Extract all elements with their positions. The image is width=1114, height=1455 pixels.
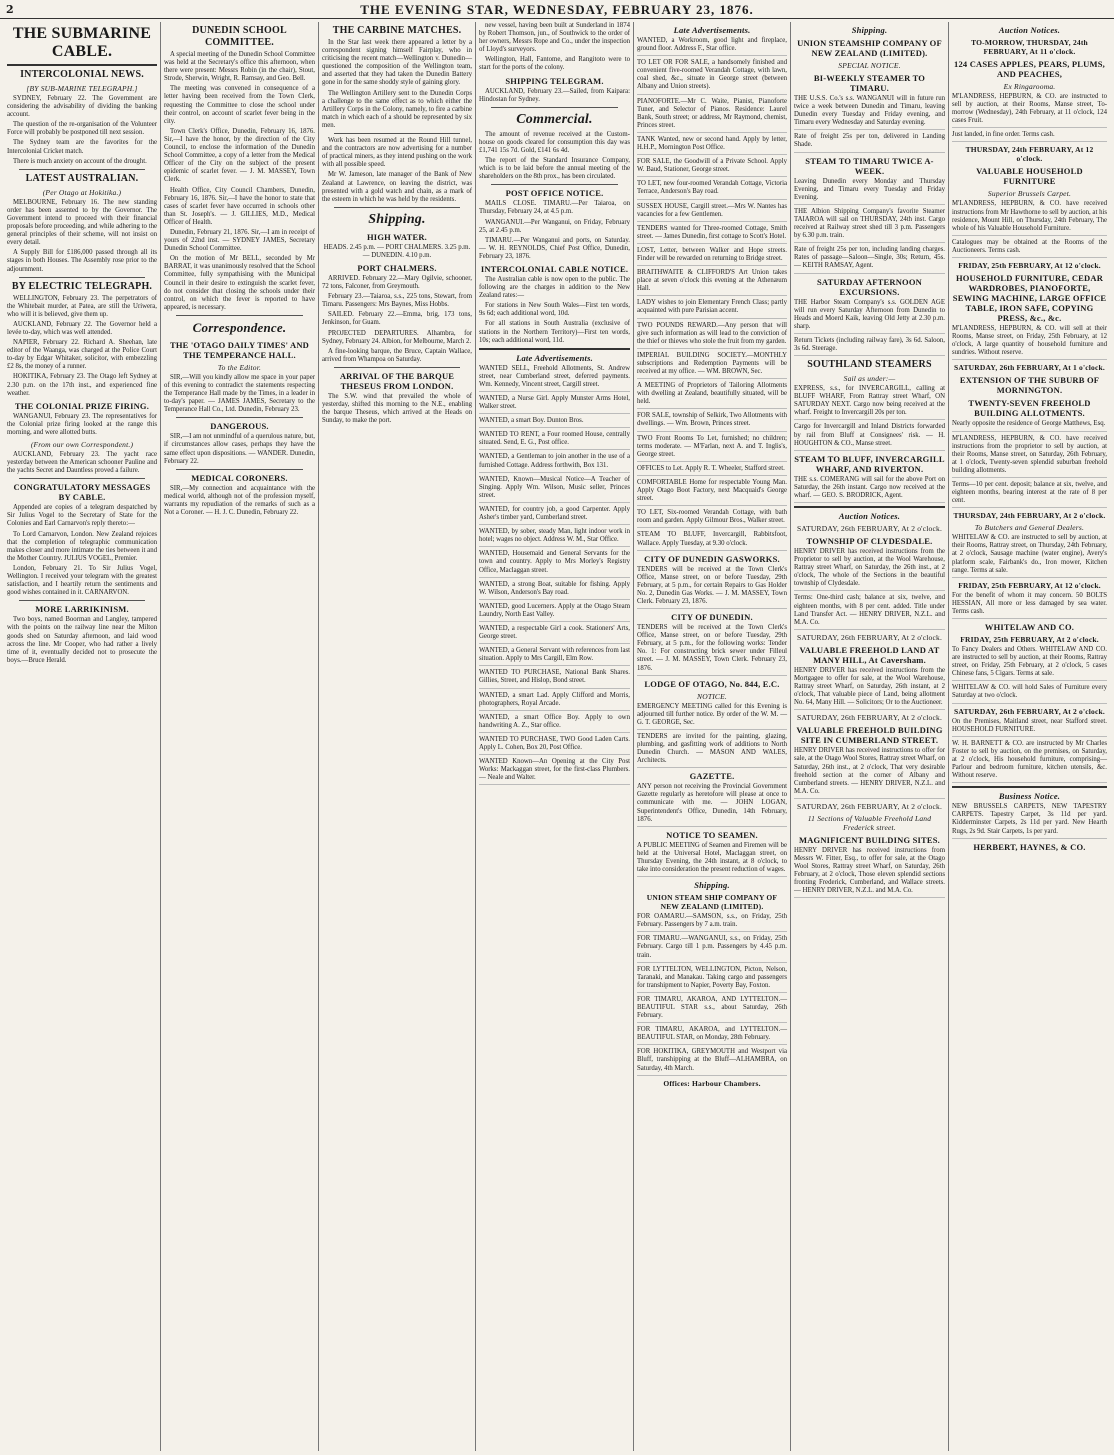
article-paragraph: HOKITIKA, February 23. The Otago left Sydney at 2.30 p.m. on the 17th inst., and experienced fine weather. bbox=[7, 373, 157, 397]
article-paragraph: WELLINGTON, February 23. The perpetrators of the Whitebait murder, at Patea, are still the Uriwera, who will it is believed, give them up. bbox=[7, 294, 157, 318]
headline-school-committee: DUNEDIN SCHOOL COMMITTEE. bbox=[192, 25, 287, 48]
classified-ad: FOR HOKITIKA, GREYMOUTH and Westport via Bluff, transhipping at the Bluff—ALHAMBRA, on Saturday, 4th March. bbox=[637, 1048, 787, 1075]
business-name: HERBERT, HAYNES, & CO. bbox=[973, 841, 1086, 852]
headline-gazette: GAZETTE. bbox=[689, 771, 735, 782]
classified-ad: LOST, Letter, between Walker and Hope streets. Finder will be rewarded on returning to Bridge street. bbox=[637, 247, 787, 266]
headline-union-steam: UNION STEAM SHIP COMPANY OF NEW ZEALAND (LIMITED). bbox=[646, 893, 778, 912]
classified-ad: TENDERS are invited for the painting, glazing, plumbing, and gasfitting work of additions to North Dunedin Church. — MASON AND WALES, Architects. bbox=[637, 733, 787, 768]
column-6 bbox=[791, 22, 949, 1451]
article-paragraph: SIR,—Will you kindly allow me space in your paper of this evening to contradict the statements respecting the Temperance Hall made by the Times, in a leader in to-day's paper. — JAMES JAMES, Secretary to the Temperance Hall Co., Ltd. Dunedin, February 23. bbox=[164, 373, 315, 414]
article-paragraph: The Sydney team are the favorites for the Intercolonial Cricket match. bbox=[7, 139, 157, 155]
headline-latest-australian: LATEST AUSTRALIAN. bbox=[25, 172, 139, 184]
auction-date: SATURDAY, 26th FEBRUARY, At 1 o'clock. bbox=[954, 363, 1105, 373]
headline-business-notice: Business Notice. bbox=[998, 791, 1061, 802]
auction-date: TO-MORROW, THURSDAY, 24th FEBRUARY, At 11 o'clock. bbox=[971, 38, 1088, 56]
auction-ad: Just landed, in fine order. Terms cash. bbox=[952, 131, 1107, 142]
classified-ad: OFFICES to Let. Apply R. T. Wheeler, Stafford street. bbox=[637, 465, 787, 476]
auction-ad: M'LANDRESS, HEPBURN, & CO. are instructed to sell by auction, at their Rooms, Manse street, To-morrow (Wednesday), 24th February, at 11 o'clock, 124 cases Fruit. bbox=[952, 93, 1107, 128]
article-paragraph: Work has been resumed at the Round Hill tunnel, and the contractors are now advertising for a number of practical miners, as they intend pushing on the work with all possible speed. bbox=[322, 137, 472, 169]
divider bbox=[19, 169, 145, 170]
article-paragraph: SAILED. February 22.—Emma, brig, 173 tons, Jenkinson, for Guam. bbox=[322, 311, 472, 327]
auction-ad: HENRY DRIVER has received instructions to offer for sale, at the Otago Wool Stores, Rattray street Wharf, on Saturday, 26th inst., at 2 o'clock, That very desirable freehold section at the corner of Albany and Cumberland streets. — HENRY DRIVER, N.Z.L. and M.A. Co. bbox=[794, 747, 945, 799]
classified-ad: WANTED, by sober, steady Man, light indoor work in hotel; wages no object. Address W. M., Star Office. bbox=[479, 528, 630, 547]
classified-ad: COMFORTABLE Home for respectable Young Man. Apply Otago Boot Factory, next Macquaid's George street. bbox=[637, 479, 787, 506]
classified-ad: FOR TIMARU, AKAROA, AND LYTTELTON.—BEAUTIFUL STAR s.s., about Saturday, 26th February. bbox=[637, 996, 787, 1023]
headline-allotments: TWENTY-SEVEN FREEHOLD BUILDING ALLOTMENTS. bbox=[968, 398, 1091, 419]
article-paragraph: The meeting was convened in consequence of a letter having been received from the Town Clerk, requesting the Committee to close the school under their control, on account of scarlet fever being in the city. bbox=[164, 85, 315, 125]
classified-ad: TWO Front Rooms To Let, furnished; no children; terms moderate. — M'Farlan, next A. and T. Inglis's, George street. bbox=[637, 435, 787, 462]
headline-electric-telegraph: BY ELECTRIC TELEGRAPH. bbox=[11, 280, 153, 292]
article-paragraph: WANGANUI.—Per Wanganui, on Friday, February 25, at 2.45 p.m. bbox=[479, 218, 630, 234]
classified-ad: WANTED, a respectable Girl a cook. Stationers' Arts, George street. bbox=[479, 625, 630, 644]
business-ad: NEW BRUSSELS CARPETS, NEW TAPESTRY CARPETS. Tapestry Carpet, 3s 11d per yard. Kidderminster Carpets, 2s 11d per yard. New Hearth Rugs, 2s 9d. Stair Carpets, 1s per yard. bbox=[952, 803, 1107, 838]
auction-date: FRIDAY, 25th FEBRUARY, At 12 o'clock. bbox=[958, 261, 1101, 271]
headline-city-dunedin: CITY OF DUNEDIN. bbox=[671, 612, 753, 623]
classified-ad: TANK Wanted, new or second hand. Apply by letter, H.H.P., Mornington Post Office. bbox=[637, 136, 787, 155]
subheading: SPECIAL NOTICE. bbox=[838, 61, 901, 70]
classified-ad: FOR OAMARU.—SAMSON, s.s., on Friday, 25th February. Passengers by 7 a.m. train. bbox=[637, 913, 787, 932]
article-paragraph: The Australian cable is now open to the public. The following are the charges in addition to the New Zealand rates:— bbox=[479, 275, 630, 300]
headline-prize-firing: THE COLONIAL PRIZE FIRING. bbox=[14, 400, 150, 411]
article-paragraph: MELBOURNE, February 16. The new standing order has been assented to by the Governor. The Government intend to proceed with their financial proposals before proceeding, and while adhering to the general principles of their scheme, will not insist on every detail. bbox=[7, 198, 157, 247]
classified-ad: WANTED, a Nurse Girl. Apply Munster Arms Hotel, Walker street. bbox=[479, 395, 630, 414]
divider bbox=[7, 64, 157, 66]
headline-shipping-telegram: SHIPPING TELEGRAM. bbox=[505, 75, 604, 86]
article-paragraph: new vessel, having been built at Sunderland in 1874 by Robert Thomson, jun., of Southwick to the order of her owners, Messrs Rope and Co., under the inspection of Lloyd's surveyors. bbox=[479, 22, 630, 54]
article-paragraph: A special meeting of the Dunedin School Committee was held at the Secretary's office this afternoon, when there were present: Messrs Robin (in the chair), Stout, Strode, Sherwin, Wright, R. Ramsay, and Geo. Bell. bbox=[164, 51, 315, 83]
column-5 bbox=[634, 22, 791, 1451]
headline-many-hill: VALUABLE FREEHOLD LAND AT MANY HILL, At Caversham. bbox=[799, 644, 940, 665]
classified-ad: WANTED SELL, Freehold Allotments, St. Andrew street, near Cumberland street, deferred payments. Wm. Kennedy, Vincent street, Cargill street. bbox=[479, 365, 630, 392]
divider bbox=[19, 277, 145, 278]
classified-ad: WANTED TO PURCHASE, TWO Good Laden Carts. Apply L. Cohen, Box 20, Post Office. bbox=[479, 736, 630, 755]
subheading: (Per Otago at Hokitika.) bbox=[42, 187, 122, 197]
headline-cedar-wardrobes: HOUSEHOLD FURNITURE, CEDAR WARDROBES, PIANOFORTE, SEWING MACHINE, LARGE OFFICE TABLE, IRON SAFE, COPYING PRESS, &c., &c. bbox=[952, 273, 1107, 324]
divider bbox=[334, 367, 460, 368]
article-paragraph: On the motion of Mr BELL, seconded by Mr BARRAT, it was unanimously resolved that the School Committee, fully sympathising with the Municipal Council in their desire to extinguish the scarlet fever, do not consider that closing the schools under their control, on which the fever is reported to have appeared, is necessary. bbox=[164, 255, 315, 311]
classified-ad: TENDERS will be received at the Town Clerk's Office, Manse street, on or before Tuesday, 29th February, at 5 p.m., for certain Repairs to Gas Holder No. 2, Dunedin Gas Works. — J. M. MASSEY, Town Clerk. February 23, 1876. bbox=[637, 566, 787, 609]
headline-shipping: Shipping. bbox=[694, 880, 730, 891]
column-4 bbox=[476, 22, 634, 1451]
article-paragraph: SYDNEY, February 22. The Government are considering the advisability of dividing the banking account. bbox=[7, 95, 157, 119]
classified-ad: FOR LYTTELTON, WELLINGTON, Picton, Nelson, Taranaki, and Manakau. Taking cargo and passengers for transhipment to Napier, Poverty Bay, Foxton. bbox=[637, 966, 787, 993]
classified-ad: ANY person not receiving the Provincial Government Gazette regularly as heretofore will please at once to communicate with me. — JOHN LOGAN, Superintendent's Office, Dunedin, 14th February, 1876. bbox=[637, 783, 787, 826]
headline-high-water: HIGH WATER. bbox=[367, 231, 427, 242]
article-paragraph: TIMARU.—Per Wanganui and ports, on Saturday. — W. H. REYNOLDS, Chief Post Office, Dunedin, February 23, 1876. bbox=[479, 236, 630, 260]
article-paragraph: For all stations in South Australia (exclusive of stations in the Northern Territory)—First ten words, 10s; each additional word, 11d. bbox=[479, 320, 630, 344]
headline-biweekly: BI-WEEKLY STEAMER TO TIMARU. bbox=[813, 73, 926, 93]
classified-ad: WANTED Known—An Opening at the City Post Works: Mackaggan street, for the first-class Plumbers. — Neale and Walter. bbox=[479, 758, 630, 785]
headline-larrikinism: MORE LARRIKINISM. bbox=[35, 604, 129, 615]
shipping-ad: Rate of freight 25s per ton, delivered in Landing Shade. bbox=[794, 133, 945, 152]
auction-ad: HENRY DRIVER has received instructions from the Proprietor to sell by auction, at the Wool Warehouse, Rattray street Wharf, on Saturday, the 26th inst., at 2 o'clock, The whole of the Sections in the beautiful township of Clydesdale. bbox=[794, 548, 945, 591]
headline-southland: SOUTHLAND STEAMERS bbox=[807, 359, 932, 371]
auction-ad: HENRY DRIVER has received instructions from Messrs W. Fitter, Esq., to offer for sale, at the Otago Wool Stores, Rattray street Wharf, on Saturday, 26th February, at 2 o'clock, Those eleven splendid sections fronting Frederick, Cumberland, and Wallace streets. — HENRY DRIVER, N.Z.L. and M.A. Co. bbox=[794, 847, 945, 899]
divider bbox=[794, 506, 945, 508]
headline-shipping: Shipping. bbox=[851, 25, 888, 35]
article-paragraph: ARRIVED. February 22.—Mary Ogilvie, schooner, 72 tons, Falconer, from Greymouth. bbox=[322, 274, 472, 291]
auction-date: SATURDAY, 26th FEBRUARY, At 2 o'clock. bbox=[796, 713, 943, 723]
shipping-ad: Leaving Dunedin every Monday and Thursday Evening, and Timaru every Tuesday and Friday Evening. bbox=[794, 178, 945, 205]
article-paragraph: The Wellington Artillery sent to the Dunedin Corps a challenge to the same effect as to which either the Artillery Corps in the Colony, namely, to fire a carbine match in which each of a should be represented by six men. bbox=[322, 89, 472, 129]
auction-ad: M'LANDRESS, HEPBURN, & CO. have received instructions from Mr Hawthorne to sell by auction, at his residence, Mount Hill, on Thursday, 24th February, The whole of his Valuable Household Furniture. bbox=[952, 200, 1107, 235]
headline-post-office: POST OFFICE NOTICE. bbox=[505, 188, 604, 199]
classified-ad: FOR SALE, township of Selkirk, Two Allotments with dwellings. — Wm. Brown, Princes street. bbox=[637, 412, 787, 431]
divider bbox=[334, 207, 460, 208]
subheading: [BY SUB-MARINE TELEGRAPH.] bbox=[26, 84, 138, 93]
classified-ad: TENDERS wanted for Three-roomed Cottage, Smith street. — James Dunedin, first cottage to Scott's Hotel. bbox=[637, 225, 787, 244]
headline-auction-notices: Auction Notices. bbox=[838, 511, 901, 521]
headline-late-ads: Late Advertisements. bbox=[516, 352, 593, 363]
classified-ad: WANTED, good Lucerners. Apply at the Otago Steam Laundry, North East Valley. bbox=[479, 603, 630, 622]
article-paragraph: Two boys, named Boorman and Langley, tampered with the points on the railway line near the Milton goods shed on Saturday afternoon, and laid wood across the line. Mr Cooper, who had rather a lively time of it, eventually decided not to prosecute the boys.—Bruce Herald. bbox=[7, 616, 157, 664]
classified-ad: LADY wishes to join Elementary French Class; partly acquainted with pure Parisian accent. bbox=[637, 299, 787, 318]
classified-ad: TO LET, new four-roomed Verandah Cottage, Victoria Terrace, Anderson's Bay road. bbox=[637, 180, 787, 199]
classified-ad: WANTED, for country job, a good Carpenter. Apply Asher's timber yard, Cumberland street. bbox=[479, 506, 630, 525]
auction-date: SATURDAY, 26th FEBRUARY, At 2 o'clock. bbox=[796, 801, 943, 811]
headline-cable-notice: INTERCOLONIAL CABLE NOTICE. bbox=[480, 263, 629, 274]
shipping-ad: Rate of freight 25s per ton, including landing charges. Rates of passage—Saloon—Single, 30s; Return, 45s. — KEITH RAMSAY, Agent. bbox=[794, 246, 945, 273]
headline-household-furniture: VALUABLE HOUSEHOLD FURNITURE bbox=[976, 166, 1083, 187]
headline-submarine-cable: THE SUBMARINE CABLE. bbox=[12, 25, 152, 60]
subheading: To Butchers and General Dealers. bbox=[974, 523, 1085, 533]
classified-ad: TENDERS will be received at the Town Clerk's Office, Manse street, on or before Tuesday, 29th February, at 5 p.m., for the following works: Tender No. 1: For constructing brick sewer under Filleul street. — J. M. MASSEY, Town Clerk. February 23, 1876. bbox=[637, 624, 787, 676]
headline-temperance-hall: THE 'OTAGO DAILY TIMES' AND THE TEMPERANCE HALL. bbox=[169, 339, 310, 360]
article-paragraph: The report of the Standard Insurance Company, which is to be laid before the annual meeting of the shareholders on the 8th prox., has been circulated. bbox=[479, 157, 630, 181]
column-3 bbox=[319, 22, 476, 1451]
article-paragraph: NAPIER, February 22. Richard A. Sheehan, late editor of the Waanga, was charged at the Police Court to-day by Edgar Whitaker, solicitor, with embezzling £2 8s, the money of a runner. bbox=[7, 339, 157, 371]
headline-cumberland: VALUABLE FREEHOLD BUILDING SITE IN CUMBERLAND STREET. bbox=[796, 725, 943, 746]
classified-ad: WANTED, a strong Boat, suitable for fishing. Apply W. Wilson, Anderson's Bay road. bbox=[479, 581, 630, 600]
divider bbox=[491, 184, 618, 185]
classified-ad: WANTED, a smart Office Boy. Apply to own handwriting A. Z., Star office. bbox=[479, 714, 630, 733]
headline-intercolonial: INTERCOLONIAL NEWS. bbox=[20, 69, 144, 80]
shipping-ad: Return Tickets (including railway fare), 3s 6d. Saloon, 3s 6d. Steerage. bbox=[794, 337, 945, 356]
column-7 bbox=[949, 22, 1110, 1451]
classified-ad: WANTED TO PURCHASE, National Bank Shares. Gillies, Street, and Hislop, Bond street. bbox=[479, 669, 630, 688]
article-paragraph: Appended are copies of a telegram despatched by Sir Julius Vogel to the Secretary of State for the Colonies and Earl Carnarvon's reply thereto:— bbox=[7, 504, 157, 528]
tide-table: HEADS. 2.45 p.m. — PORT CHALMERS. 3.25 p.m. — DUNEDIN. 4.10 p.m. bbox=[323, 243, 471, 259]
headline-building-sites: MAGNIFICENT BUILDING SITES. bbox=[798, 834, 941, 845]
article-paragraph: Wellington, Hall, Fantome, and Rangitoto were to start for the ports of the colony. bbox=[479, 56, 630, 72]
subheading: 11 Sections of Valuable Freehold Land Frederick street. bbox=[807, 813, 932, 832]
headline-steam-timaru: STEAM TO TIMARU TWICE A-WEEK. bbox=[805, 155, 934, 176]
headline-apples: 124 CASES APPLES, PEARS, PLUMS, AND PEACHES, bbox=[954, 59, 1105, 79]
columns bbox=[4, 22, 1110, 1451]
auction-ad: WHITELAW & CO. are instructed to sell by auction, at their Rooms, Rattray street, on Thursday, 24th February, at 2 o'clock, Sausage machine (water engine), Avery's platform scale, Fairbank's do., Iron mower, Kitchen range. Terms at sale. bbox=[952, 534, 1107, 577]
headline-mornington: EXTENSION OF THE SUBURB OF MORNINGTON. bbox=[959, 375, 1100, 396]
subheading: (From our own Correspondent.) bbox=[30, 440, 134, 449]
article-paragraph: The amount of revenue received at the Custom-house on goods cleared for consumption this day was £1,741 15s 7d. Gold, £141 6s 4d. bbox=[479, 130, 630, 154]
auction-date: FRIDAY, 25th FEBRUARY, At 2 o'clock. bbox=[960, 635, 1099, 644]
headline-excursions: SATURDAY AFTERNOON EXCURSIONS. bbox=[816, 276, 923, 297]
headline-late-ads: Late Advertisements. bbox=[673, 25, 751, 35]
classified-ad: WANTED TO RENT, a Four roomed House, centrally situated. Send, E. G., Post office. bbox=[479, 431, 630, 450]
page-number: 2 bbox=[6, 3, 14, 16]
headline-commercial: Commercial. bbox=[516, 111, 593, 127]
classified-ad: IMPERIAL BUILDING SOCIETY.—MONTHLY subscriptions and Redemption Payments will be received at my office. — WM. BROWN, Sec. bbox=[637, 352, 787, 379]
auction-ad: M'LANDRESS, HEPBURN, & CO. have received instructions from the proprietor to sell by auction, at their Rooms, Manse street, on Saturday, 26th February, at 1 o'clock, Twenty-seven splendid suburban freehold building allotments. bbox=[952, 435, 1107, 478]
shipping-ad: THE s.s. COMERANG will sail for the above Port on Saturday, the 26th instant. Cargo now received at the wharf. — GEO. S. BRODRICK, Agent. bbox=[794, 476, 945, 503]
shipping-ad: THE Harbor Steam Company's s.s. GOLDEN AGE will run every Saturday Afternoon from Dunedin to Heads and Moerd Kaik, leaving Old Jetty at 2.30 p.m. sharp. bbox=[794, 299, 945, 334]
article-paragraph: A fine-looking barque, the Bruce, Captain Wallace, arrived from Whampoa on Saturday. bbox=[322, 347, 472, 363]
classified-ad: SUSSEX HOUSE, Cargill street.—Mrs W. Nantes has vacancies for a few Gentlemen. bbox=[637, 203, 787, 222]
divider bbox=[479, 348, 630, 350]
classified-ad: FOR SALE, the Goodwill of a Private School. Apply W. Baud, Stationer, George street. bbox=[637, 158, 787, 177]
divider bbox=[334, 133, 460, 134]
auction-ad: HENRY DRIVER has received instructions from the Mortgagee to offer for sale, at the Wool Warehouse, Rattray street Wharf, on Saturday, 26th instant, at 2 o'clock, That valuable piece of Land, being allotment No. 64, Many Hill. — Solicitors; Or to the Auctioneer. bbox=[794, 667, 945, 710]
auction-ad: Nearly opposite the residence of George Matthews, Esq. bbox=[952, 420, 1107, 431]
auction-ad: W. H. BARNETT & CO. are instructed by Mr Charles Foster to sell by auction, on the premises, on Saturday, at 2 o'clock, His household furniture, comprising—Parlour and bedroom furniture, kitchen utensils, &c. Without reserve. bbox=[952, 740, 1107, 783]
auction-date: THURSDAY, 24th FEBRUARY, At 12 o'clock. bbox=[965, 145, 1094, 164]
auction-ad: Terms: One-third cash; balance at six, twelve, and eighteen months, with 8 per cent. added. Title under Land Transfer Act. — HENRY DRIVER, N.Z.L. and M.A. Co. bbox=[794, 594, 945, 629]
headline-port-chalmers: PORT CHALMERS. bbox=[357, 262, 437, 273]
classified-ad: A PUBLIC MEETING of Seamen and Firemen will be held at the Universal Hotel, Maclaggan street, on Thursday Evening, the 24th instant, at 8 o'clock, to take into consideration the present reduction of wages. bbox=[637, 842, 787, 877]
article-paragraph: Town Clerk's Office, Dunedin, February 16, 1876. Sir,—I have the honor, by the direction of the City Council, to enclose the information of the Dunedin School Committee, a copy of a letter from the Medical Officer of the City on the subject of the present epidemic of scarlet fever. — J. M. MASSEY, Town Clerk. bbox=[164, 127, 315, 184]
classified-ad: TO LET, Six-roomed Verandah Cottage, with bath room and garden. Apply Gilmour Bros., Walker street. bbox=[637, 509, 787, 528]
headline-carbine-matches: THE CARBINE MATCHES. bbox=[332, 25, 462, 36]
auctioneer-name: WHITELAW AND CO. bbox=[984, 622, 1075, 632]
headline-steam-bluff: STEAM TO BLUFF, INVERCARGILL WHARF, AND RIVERTON. bbox=[794, 453, 945, 474]
headline-union-steamship: UNION STEAMSHIP COMPANY OF NEW ZEALAND (LIMITED). bbox=[797, 38, 942, 58]
newspaper-title: THE EVENING STAR, WEDNESDAY, FEBRUARY 23, 1876. bbox=[360, 2, 754, 17]
divider bbox=[491, 107, 618, 108]
headline-congratulatory: CONGRATULATORY MESSAGES BY CABLE. bbox=[13, 482, 151, 503]
divider bbox=[176, 315, 303, 316]
classified-ad: TWO POUNDS REWARD.—Any person that will give such information as will lead to the conviction of the thief or thieves who stole the fruit from my garden. bbox=[637, 322, 787, 349]
auction-date: SATURDAY, 26th FEBRUARY, At 2 o'clock. bbox=[796, 524, 943, 533]
article-paragraph: Health Office, City Council Chambers, Dunedin, February 16, 1876. Sir,—I have the honor to state that cases of scarlet fever have occurred in schools other than St. Joseph's. — J. GILLIES, M.D., Medical Officer of Health. bbox=[164, 186, 315, 226]
article-paragraph: AUCKLAND, February 22. The Governor held a levée to-day, which was well attended. bbox=[7, 320, 157, 336]
article-paragraph: AUCKLAND, February 23. The yacht race yesterday between the American schooner Pauline and the yachts Secret and Dauntless proved a failure. bbox=[7, 451, 157, 475]
auction-ad: WHITELAW & CO. will hold Sales of Furniture every Saturday at two o'clock. bbox=[952, 684, 1107, 703]
shipping-ad: THE Albion Shipping Company's favorite Steamer TAIAROA will sail on THURSDAY, 24th inst. Cargo received at Railway street shed till 3 p.m. Passengers by 6.30 p.m. train. bbox=[794, 208, 945, 243]
subheading: To the Editor. bbox=[217, 362, 262, 372]
article-paragraph: In the Star last week there appeared a letter by a correspondent signing himself Fairplay, who in criticising the recent match—Wellington v. Dunedin—questioned the composition of the Wellington team, and asserted that they had taken the Dunedin Battery gone in for the same shoddy style of gaining glory. bbox=[322, 39, 472, 87]
classified-ad: STEAM TO BLUFF, Invercargill, Rabbitsfoot, Wallace. Apply Tuesday, at 9.30 o'clock. bbox=[637, 531, 787, 550]
headline-dangerous: DANGEROUS. bbox=[210, 421, 269, 432]
article-paragraph: SIR,—I am not unmindful of a querulous nature, but, if circumstances allow cases, perhaps they have the same effect upon dispositions. — WANDER. Dunedin, February 22. bbox=[164, 433, 315, 465]
auction-ad: Terms—10 per cent. deposit; balance at six, twelve, and eighteen months, bearing interest at the rate of 8 per cent. bbox=[952, 481, 1107, 508]
article-paragraph: MAILS CLOSE. TIMARU.—Per Taiaroa, on Thursday, February 24, at 4.5 p.m. bbox=[479, 200, 630, 216]
classified-ad: WANTED, a Gentleman to join another in the use of a furnished Cottage. Address forthwith, Box 131. bbox=[479, 453, 630, 472]
article-paragraph: The S.W. wind that prevailed the whole of yesterday, shifted this morning to the N.E., enabling the barque Theseus, which arrived at the Heads on Sunday, to make the port. bbox=[322, 392, 472, 425]
classified-ad: WANTED, a smart Boy. Dunton Bros. bbox=[479, 417, 630, 428]
headline-medical-coroners: MEDICAL CORONERS. bbox=[191, 472, 288, 483]
divider bbox=[176, 417, 303, 418]
article-paragraph: For stations in New South Wales—First ten words, 9s 6d; each additional word, 10d. bbox=[479, 302, 630, 318]
divider bbox=[952, 786, 1107, 788]
auction-date: SATURDAY, 26th FEBRUARY, At 2 o'clock. bbox=[954, 706, 1105, 716]
shipping-ad: EXPRESS, s.s., for INVERCARGILL, calling at BLUFF WHARF, From Rattray street Wharf, ON SATURDAY NEXT. Cargo now being received at the wharf. Freight to Invercargill 20s per ton. bbox=[794, 385, 945, 420]
classified-ad: TO LET OR FOR SALE, a handsomely finished and convenient five-roomed Verandah Cottage, with lawn, coal shed, &c., situate in George street (between Albany and Union streets). bbox=[637, 59, 787, 94]
auction-ad: M'LANDRESS, HEPBURN, & CO. will sell at their Rooms, Manse street, on Friday, 25th February, at 12 o'clock, A large quantity of household furniture and sundries. Without reserve. bbox=[952, 325, 1107, 360]
shipping-ad: THE U.S.S. Co.'s s.s. WANGANUI will in future run twice a week between Dunedin and Timaru, leaving Dunedin every Tuesday and Friday evening, and Timaru every Wednesday and Saturday evening. bbox=[794, 95, 945, 130]
office-address: Offices: Harbour Chambers. bbox=[663, 1078, 761, 1088]
headline-clydesdale: TOWNSHIP OF CLYDESDALE. bbox=[806, 536, 933, 546]
article-paragraph: WANGANUI, February 23. The representatives for the Colonial prize firing looked at the range this morning, and were allotted butts. bbox=[7, 412, 157, 436]
article-paragraph: Dunedin, February 21, 1876. Sir,—I am in receipt of yours of 22nd inst. — SYDNEY JAMES, Secretary Dunedin School Committee. bbox=[164, 228, 315, 253]
classified-ad: WANTED, Known—Musical Notice—A Teacher of Singing. Apply Wm. Wilson, Music seller, Princes street. bbox=[479, 476, 630, 503]
headline-notice-seamen: NOTICE TO SEAMEN. bbox=[666, 829, 758, 840]
article-paragraph: February 23.—Taiaroa, s.s., 225 tons, Stewart, from Timaru. Passengers: Mrs Baynes, Miss Hobbs. bbox=[322, 293, 472, 309]
classified-ad: WANTED, Housemaid and General Servants for the town and country. Apply to Mrs Morley's Registry Office, Maclaggan street. bbox=[479, 550, 630, 577]
auction-ad: To Fancy Dealers and Others. WHITELAW AND CO. are instructed to sell by auction, at their Rooms, Rattray street, on Friday, 25th February, at 2 o'clock, 5 cases Chinese fans, 5 Cigars. Terms at sale. bbox=[952, 646, 1107, 681]
divider bbox=[19, 478, 145, 479]
column-2 bbox=[161, 22, 319, 1451]
auction-ad: For the benefit of whom it may concern. 50 BOLTS HESSIAN, All more or less damaged by sea water. Terms cash. bbox=[952, 592, 1107, 619]
classified-ad: PIANOFORTE.—Mr C. Waite, Pianist, Pianoforte Tuner, and Selector of Pianos. Residence: Laurel Bank, South street; or address, Mr Raymond, chemist, Princes street. bbox=[637, 98, 787, 133]
auction-date: THURSDAY, 24th FEBRUARY, At 2 o'clock. bbox=[953, 511, 1106, 521]
divider bbox=[19, 600, 145, 601]
classified-ad: FOR TIMARU, AKAROA, and LYTTELTON.—BEAUTIFUL STAR, on Monday, 28th February. bbox=[637, 1026, 787, 1045]
column-1 bbox=[4, 22, 161, 1451]
article-paragraph: The question of the re-organisation of the Volunteer Force will probably be postponed till next session. bbox=[7, 121, 157, 137]
auction-ad: On the Premises, Maitland street, near Stafford street. HOUSEHOLD FURNITURE. bbox=[952, 718, 1107, 737]
auction-ad: Catalogues may be obtained at the Rooms of the Auctioneers. Terms cash. bbox=[952, 239, 1107, 258]
headline-lodge: LODGE OF OTAGO, No. 844, E.C. bbox=[644, 678, 780, 689]
classified-ad: WANTED, a General Servant with references from last situation. Apply to Mrs Cargill, Elm Row. bbox=[479, 647, 630, 666]
headline-correspondence: Correspondence. bbox=[192, 319, 287, 335]
headline-gasworks: CITY OF DUNEDIN GASWORKS. bbox=[644, 553, 780, 564]
classified-ad: BRAITHWAITE & CLIFFORD'S Art Union takes place at seven o'clock this evening at the Athenæum Hall. bbox=[637, 269, 787, 296]
article-paragraph: PROJECTED DEPARTURES. Alhambra, for Sydney, February 24. Albion, for Melbourne, March 2. bbox=[322, 329, 472, 345]
article-paragraph: Mr W. Jameson, late manager of the Bank of New Zealand at Lawrence, on leaving the district, was presented with a gold watch and chain, as a mark of the esteem in which he was held by the residents. bbox=[322, 171, 472, 203]
classified-ad: FOR TIMARU.—WANGANUI, s.s., on Friday, 25th February. Cargo till 1 p.m. Passengers by 4.45 p.m. train. bbox=[637, 935, 787, 962]
classified-ad: A MEETING of Proprietors of Tailoring Allotments with dwelling at Zealand, beautifully situated, will be held. bbox=[637, 382, 787, 409]
classified-ad: EMERGENCY MEETING called for this Evening is adjourned till further notice. By order of the W. M. — G. T. GEORGE, Sec. bbox=[637, 703, 787, 730]
masthead bbox=[0, 0, 1114, 19]
headline-shipping: Shipping. bbox=[368, 211, 426, 227]
auction-date: FRIDAY, 25th FEBRUARY, At 12 o'clock. bbox=[958, 580, 1101, 590]
classified-ad: WANTED, a smart Lad. Apply Clifford and Morris, photographers, Royal Arcade. bbox=[479, 692, 630, 711]
article-paragraph: There is much anxiety on account of the drought. bbox=[13, 157, 147, 165]
subheading: Ex Ringarooma. bbox=[1003, 82, 1056, 91]
divider bbox=[176, 469, 303, 470]
auction-date: SATURDAY, 26th FEBRUARY, At 2 o'clock. bbox=[796, 632, 943, 642]
article-paragraph: To Lord Carnarvon, London. New Zealand rejoices that the completion of telegraphic communication makes closer and more intimate the ties between it and the Mother Country. JULIUS VOGEL, Premier. bbox=[7, 530, 157, 562]
subheading: Superior Brussels Carpet. bbox=[987, 189, 1072, 199]
article-paragraph: A Supply Bill for £186,000 passed through all its stages in both Houses. The Assembly rose prior to the adjournment. bbox=[7, 249, 157, 273]
headline-auction-notices: Auction Notices. bbox=[998, 25, 1061, 35]
headline-theseus: ARRIVAL OF THE BARQUE THESEUS FROM LONDON. bbox=[339, 370, 455, 391]
article-paragraph: SIR,—My connection and acquaintance with the medical world, although not of the profession myself, warrants my repudiation of the remarks of such as a Not a Coroner. — H. J. C. Dunedin, February 22. bbox=[164, 484, 315, 517]
shipping-ad: Cargo for Invercargill and Inland Districts forwarded by rail from Bluff at Consignees' risk. — H. HOUGHTON & CO., Manse street. bbox=[794, 423, 945, 450]
subheading: NOTICE. bbox=[697, 691, 727, 701]
classified-ad: WANTED, a Workroom, good light and fireplace, ground floor. Address F., Star office. bbox=[637, 37, 787, 56]
article-paragraph: London, February 21. To Sir Julius Vogel, Wellington. I received your telegram with the greatest satisfaction, and I heartily return the sentiments and good wishes contained in it. CARNARVON. bbox=[7, 564, 157, 597]
article-paragraph: AUCKLAND, February 23.—Sailed, from Kaipara: Hindostan for Sydney. bbox=[479, 87, 630, 103]
subheading: Sail as under:— bbox=[843, 374, 896, 384]
